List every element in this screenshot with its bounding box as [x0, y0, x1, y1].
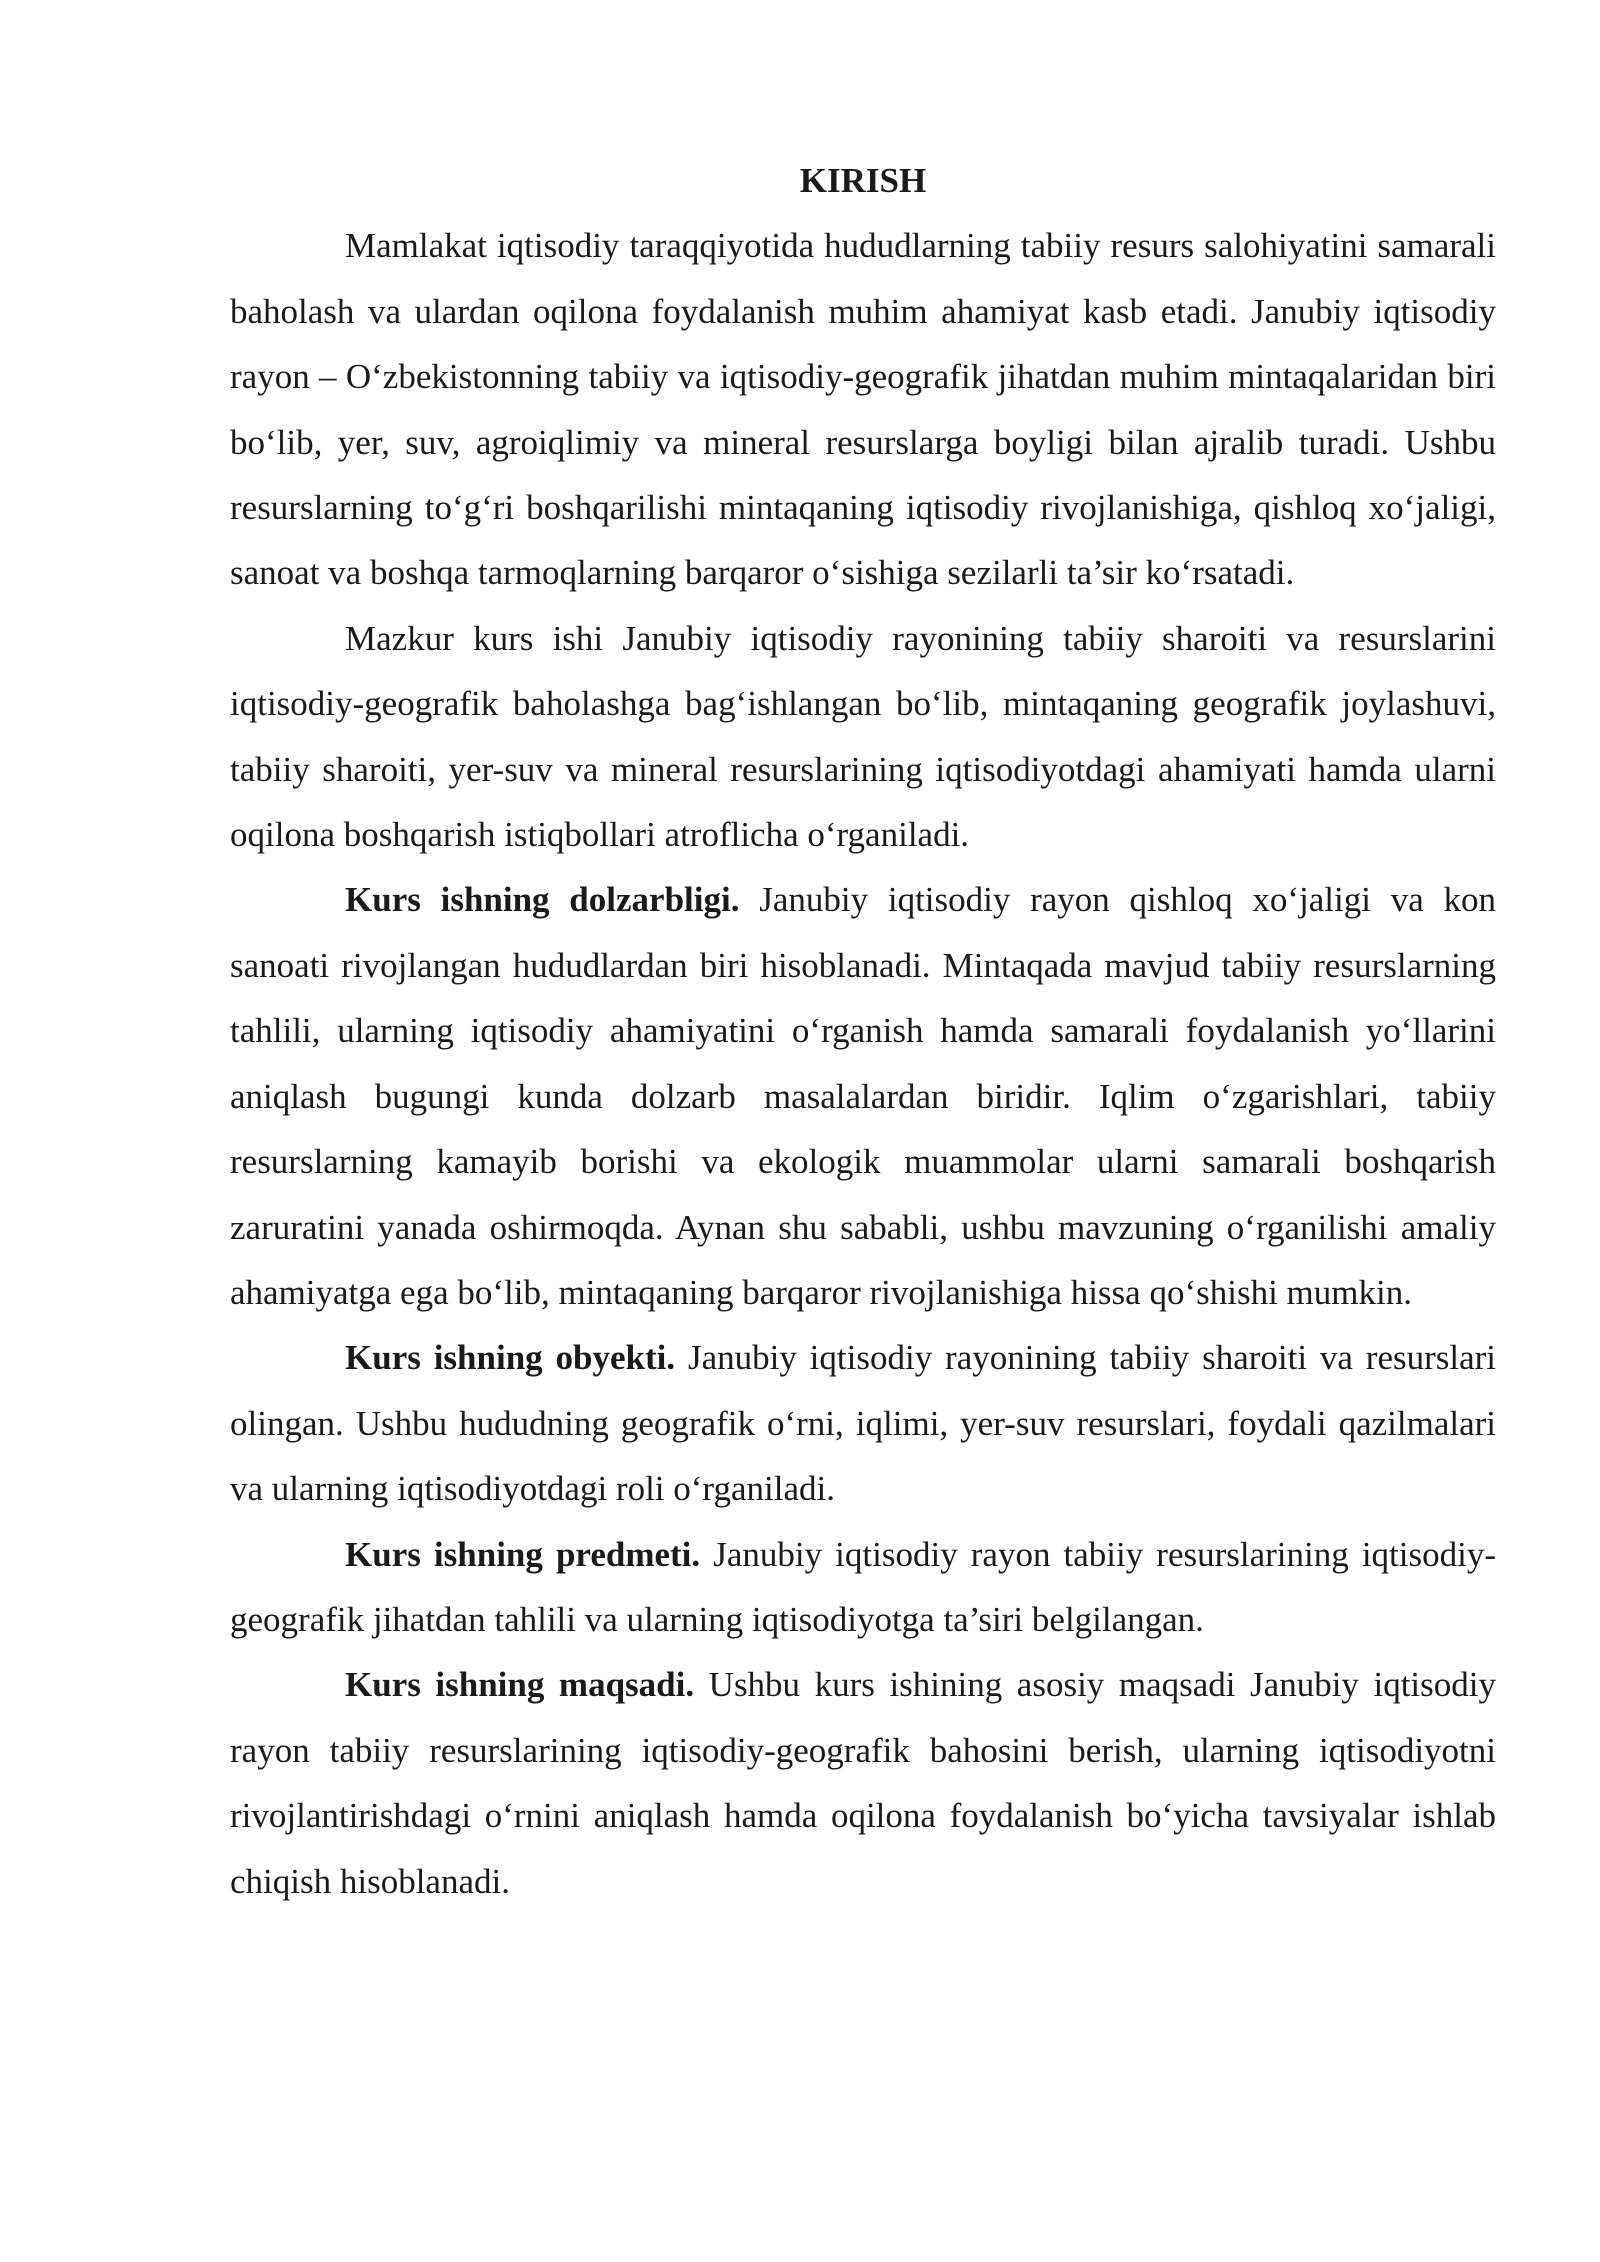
- paragraph-text: Janubiy iqtisodiy rayonining tabiiy sharoiti va resurslari olingan. Ushbu hududning geografik o‘rni, iqlimi, yer-suv resurslari, foydali qazilmalari va ularning iqtisodiyotdagi roli o‘rganiladi.: [230, 1338, 1497, 1509]
- section-heading: KIRISH: [799, 161, 927, 200]
- paragraph-subject: [230, 1522, 1496, 1653]
- paragraph-text: Mazkur kurs ishi Janubiy iqtisodiy rayonining tabiiy sharoiti va resurslarini iqtisodiy-geografik baholashga bag‘ishlangan bo‘lib, mintaqaning geografik joylashuvi, tabiiy sharoiti, yer-suv va mineral resurslarining iqtisodiyotdagi ahamiyati hamda ularni oqilona boshqarish istiqbollari atroflicha o‘rganiladi.: [230, 618, 1496, 855]
- paragraph-lead-relevance: Kurs ishning dolzarbligi.: [345, 880, 740, 920]
- paragraph-lead-object: Kurs ishning obyekti.: [345, 1338, 676, 1378]
- paragraph-course-scope: [230, 606, 1496, 868]
- paragraph-text: Ushbu kurs ishining asosiy maqsadi Janubiy iqtisodiy rayon tabiiy resurslarining iqtisodiy-geografik bahosini berish, ularning iqtisodiyotni rivojlantirishdagi o‘rnini aniqlash hamda oqilona foydalanish bo‘yicha tavsiyalar ishlab chiqish hisoblanadi.: [230, 1665, 1496, 1901]
- paragraph-lead-subject: Kurs ishning predmeti.: [345, 1534, 701, 1574]
- paragraph-text: Mamlakat iqtisodiy taraqqiyotida hududlarning tabiiy resurs salohiyatini samarali baholash va ulardan oqilona foydalanish muhim ahamiyat kasb etadi. Janubiy iqtisodiy rayon – O‘zbekistonning tabiiy va iqtisodiy-geografik jihatdan muhim mintaqalaridan biri bo‘lib, yer, suv, agroiqlimiy va mineral resurslarga boyligi bilan ajralib turadi. Ushbu resurslarning to‘g‘ri boshqarilishi mintaqaning iqtisodiy rivojlanishiga, qishloq xo‘jaligi, sanoat va boshqa tarmoqlarning barqaror o‘sishiga sezilarli ta’sir ko‘rsatadi.: [230, 226, 1496, 593]
- paragraph-object: [230, 1325, 1496, 1521]
- paragraph-goal: [230, 1652, 1496, 1914]
- paragraph-lead-goal: Kurs ishning maqsadi.: [345, 1665, 695, 1705]
- paragraph-relevance: [230, 867, 1496, 1325]
- document-page: [230, 148, 1496, 1914]
- paragraph-text: Janubiy iqtisodiy rayon tabiiy resurslarining iqtisodiy-geografik jihatdan tahlili va ularning iqtisodiyotga ta’siri belgilangan.: [230, 1534, 1497, 1639]
- paragraph-text: Janubiy iqtisodiy rayon qishloq xo‘jaligi va kon sanoati rivojlangan hududlardan biri hisoblanadi. Mintaqada mavjud tabiiy resurslarning tahlili, ularning iqtisodiy ahamiyatini o‘rganish hamda samarali foydalanish yo‘llarini aniqlash bugungi kunda dolzarb masalalardan biridir. Iqlim o‘zgarishlari, tabiiy resurslarning kamayib borishi va ekologik muammolar ularni samarali boshqarish zaruratini yanada oshirmoqda. Aynan shu sababli, ushbu mavzuning o‘rganilishi amaliy ahamiyatga ega bo‘lib, mintaqaning barqaror rivojlanishiga hissa qo‘shishi mumkin.: [230, 880, 1496, 1312]
- paragraph-introduction: [230, 213, 1496, 605]
